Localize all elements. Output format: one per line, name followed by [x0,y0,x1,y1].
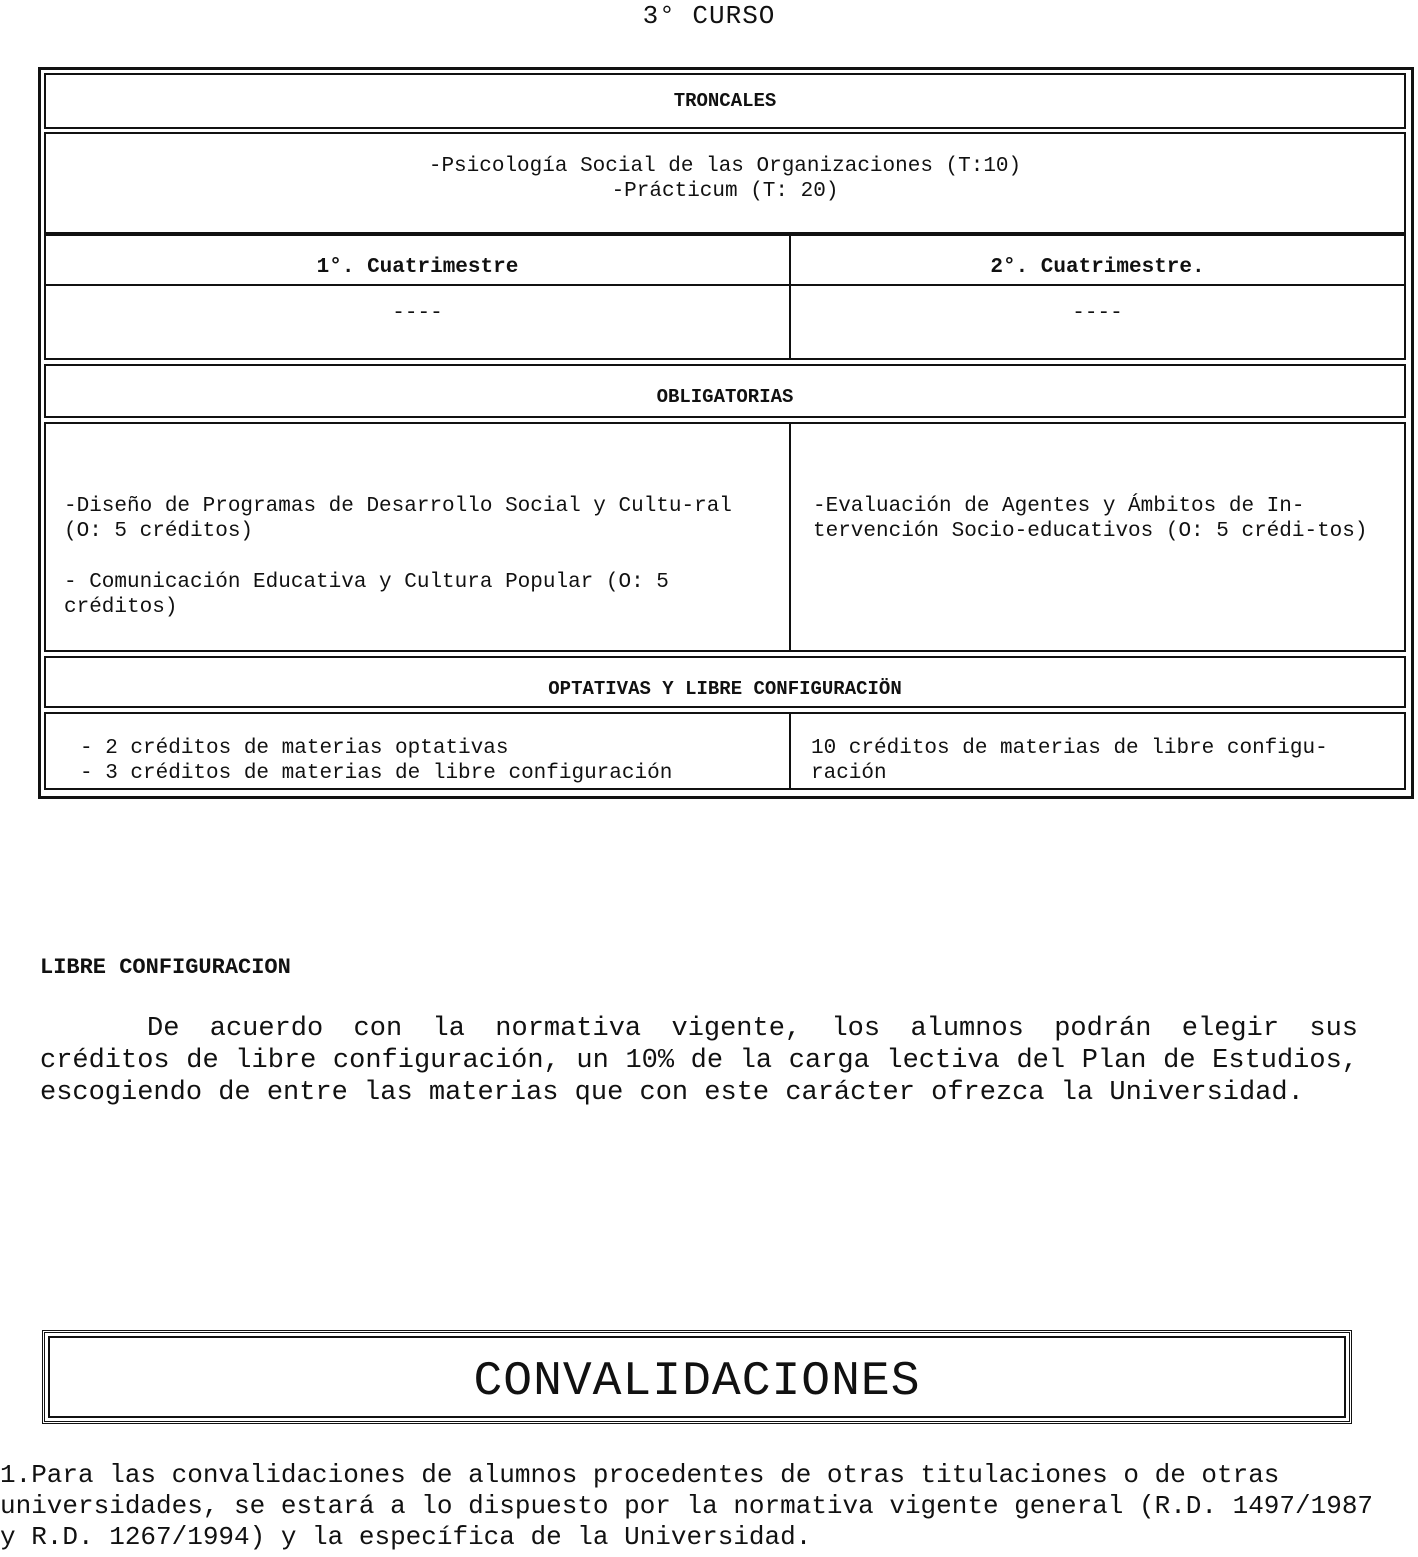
optativas-header [44,656,1406,708]
obligatoria-item: - Comunicación Educativa y Cultura Popular (O: 5 créditos) [64,571,669,619]
obligatoria-item: -Diseño de Programas de Desarrollo Social y Cultu-ral (O: 5 créditos) [64,495,732,543]
second-cuatrimestre-value: ---- [1072,302,1123,325]
convalidaciones-item: 1.Para las convalidaciones de alumnos procedentes de otras titulaciones o de otras universidades, se estará a lo dispuesto por la normativa vigente general (R.D. 1497/1987 y R.D. 1267/1994) y la específica de la Universidad. [0,1460,1374,1552]
optativa-item: 10 créditos de materias de libre configu-ración [811,737,1328,785]
optativas-header-label: OPTATIVAS Y LIBRE CONFIGURACIÖN [548,678,902,700]
second-cuatrimestre-label: 2°. Cuatrimestre. [990,256,1205,279]
troncales-header [44,73,1406,129]
libre-configuracion-heading: LIBRE CONFIGURACION [40,955,291,980]
obligatoria-item: -Evaluación de Agentes y Ámbitos de In-tervención Socio-educativos (O: 5 crédi-tos) [813,495,1368,543]
optativa-item: - 2 créditos de materias optativas [80,737,509,760]
first-cuatrimestre-label: 1°. Cuatrimestre [316,256,519,279]
convalidaciones-title: CONVALIDACIONES [473,1355,921,1409]
obligatorias-header-label: OBLIGATORIAS [656,386,794,408]
troncales-content [44,132,1406,234]
optativa-item: - 3 créditos de materias de libre configuración [80,762,673,785]
troncales-item: -Psicología Social de las Organizaciones (T:10) [428,155,1022,178]
libre-configuracion-paragraph: De acuerdo con la normativa vigente, los alumnos podrán elegir sus créditos de libre configuración, un 10% de la carga lectiva del Plan de Estudios, escogiendo de entre las materias que con este carácter ofrezca la Universidad. [40,1014,1358,1108]
cuatrimestres-block [44,234,1406,360]
optativas-content [44,712,1406,790]
obligatorias-header [44,364,1406,418]
course-title: 3° CURSO [642,1,776,31]
troncales-header-label: TRONCALES [673,90,777,112]
curriculum-table [38,67,1414,799]
troncales-item: -Prácticum (T: 20) [611,180,839,203]
obligatorias-content [44,422,1406,652]
first-cuatrimestre-value: ---- [392,302,443,325]
convalidaciones-box [42,1330,1352,1424]
